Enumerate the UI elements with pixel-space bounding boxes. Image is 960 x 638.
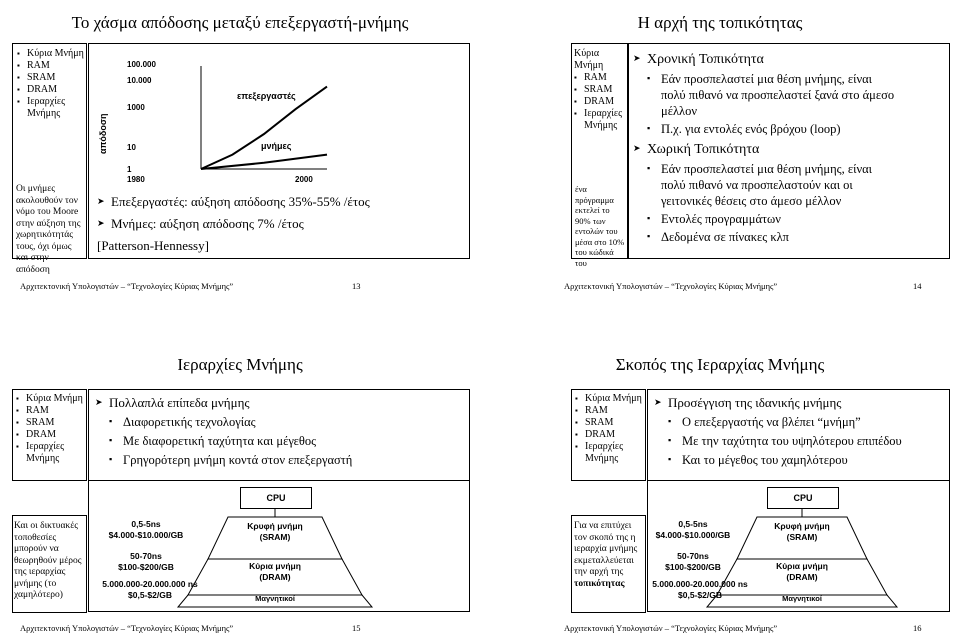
y-tick-label: 1000 (127, 103, 145, 112)
bullet-square-icon: ▪ (647, 73, 651, 83)
bullet-processors: ➤ Επεξεργαστές: αύξηση απόδοσης 35%-55% /έτος (97, 194, 370, 209)
sidebar-list (574, 48, 626, 132)
bullet-memory: ➤ Μνήμες: αύξηση απόδοσης 7% /έτος (97, 216, 304, 231)
sidebar-item: ▪ Κύρια Μνήμη (575, 393, 643, 405)
y-tick-label: 10.000 (127, 76, 152, 85)
sidebar-item: ▪ Ιεραρχίες Μνήμης (17, 96, 85, 120)
sidebar-note: ένα πρόγραμμα εκτελεί το 90% των εντολών του μέσα στο 10% του κώδικά του (575, 184, 625, 268)
page-number: 16 (913, 623, 922, 633)
sidebar-note: Οι μνήμες ακολουθούν τον νόμο του Moore στην αύξηση της χωρητικότητάς τους, όχι όμως και στην απόδοση (16, 184, 81, 275)
heading-levels: ➤ Πολλαπλά επίπεδα μνήμης (95, 395, 250, 410)
cache-label: Κρυφή μνήμη (SRAM) (774, 521, 830, 542)
y-tick-label: 100.000 (127, 60, 156, 69)
bullet-square-icon: ▪ (109, 454, 113, 464)
sidebar-item: Κύρια Μνήμη (574, 48, 604, 71)
spatial-example-2: ▪ Δεδομένα σε πίνακες κλπ (647, 230, 789, 244)
sidebar-note: Και οι δικτυακές τοποθεσίες μπορούν να θεωρηθούν μέρος της ιεραρχίας μνήμης (το χαμηλότερο) (14, 521, 82, 600)
spatial-text-line3: γειτονικές θέσεις στο άμεσο μέλλον (661, 194, 842, 208)
performance-gap-chart (89, 44, 389, 184)
content-panel (88, 389, 470, 481)
disks-label: Μαγνητικοί (255, 594, 295, 603)
bullet-speed: ▪ Με την ταχύτητα του υψηλότερου επιπέδου (668, 434, 902, 448)
level3-stats: 5.000.000-20.000.000 ns $0,5-$2/GB (652, 579, 748, 600)
main-memory-label: Κύρια μνήμη (DRAM) (249, 561, 301, 582)
sidebar-item: ▪ RAM (16, 405, 84, 417)
temporal-text: ▪ Εάν προσπελαστεί μια θέση μνήμης, είναι (647, 72, 873, 86)
sidebar-list (17, 48, 85, 120)
bullet-square-icon: ▪ (668, 435, 672, 445)
sidebar (571, 43, 628, 268)
bullet-square-icon: ▪ (647, 123, 651, 133)
bullet-arrow-icon: ➤ (97, 196, 105, 206)
heading-ideal-memory: ➤ Προσέγγιση της ιδανικής μνήμης (654, 395, 842, 410)
sidebar-item: ▪ RAM (575, 405, 643, 417)
sidebar-list (575, 393, 643, 465)
footer-text: Αρχιτεκτονική Υπολογιστών – “Τεχνολογίες Κύριας Μνήμης” (564, 281, 778, 291)
memory-pyramid (647, 479, 948, 611)
bullet-size: ▪ Και το μέγεθος του χαμηλότερου (668, 453, 848, 467)
content-panel (647, 389, 950, 481)
bullet-arrow-icon: ➤ (633, 53, 641, 63)
y-tick-label: 10 (127, 143, 136, 152)
sidebar-item: ▪ SRAM (575, 417, 643, 429)
footer-text: Αρχιτεκτονική Υπολογιστών – “Τεχνολογίες Κύριας Μνήμης” (564, 623, 778, 633)
bullet-speed-size: ▪ Με διαφορετική ταχύτητα και μέγεθος (109, 434, 317, 448)
x-tick-label: 2000 (295, 175, 313, 184)
sidebar-item: ▪ Κύρια Μνήμη (16, 393, 84, 405)
sidebar-item: ▪ DRAM (16, 429, 84, 441)
sidebar-item: ▪ DRAM (575, 429, 643, 441)
footer-text: Αρχιτεκτονική Υπολογιστών – “Τεχνολογίες Κύριας Μνήμης” (20, 623, 234, 633)
cpu-box: CPU (767, 487, 839, 509)
bullet-square-icon: ▪ (647, 231, 651, 241)
level2-stats: 50-70ns $100-$200/GB (118, 551, 174, 572)
content-panel (88, 43, 470, 259)
bullet-square-icon: ▪ (668, 454, 672, 464)
sidebar-item: ▪ Ιεραρχίες Μνήμης (575, 441, 643, 465)
slide-title: Ιεραρχίες Μνήμης (177, 355, 303, 374)
slide-title: Η αρχή της τοπικότητας (637, 13, 803, 32)
bullet-square-icon: ▪ (668, 416, 672, 426)
y-tick-label: 1 (127, 165, 132, 174)
bullet-arrow-icon: ➤ (633, 143, 641, 153)
page-number: 15 (352, 623, 361, 633)
cpu-box: CPU (240, 487, 312, 509)
spatial-text-line2: πολύ πιθανό να προσπελαστούν και οι (661, 178, 853, 192)
level1-stats: 0,5-5ns $4.000-$10.000/GB (655, 519, 731, 540)
bullet-processor-sees: ▪ Ο επεξεργαστής να βλέπει “μνήμη” (668, 415, 861, 429)
slide-16 (480, 319, 960, 638)
bullet-faster-near: ▪ Γρηγορότερη μνήμη κοντά στον επεξεργαστή (109, 453, 353, 467)
bullet-arrow-icon: ➤ (97, 218, 105, 228)
level2-stats: 50-70ns $100-$200/GB (665, 551, 721, 572)
reference: [Patterson-Hennessy] (97, 238, 209, 253)
memory-pyramid (88, 479, 468, 611)
temporal-text-line2: πολύ πιθανό να προσπελαστεί ξανά στο άμεσο (661, 88, 895, 102)
spatial-text: ▪ Εάν προσπελαστεί μια θέση μνήμης, είναι (647, 162, 873, 176)
x-tick-label: 1980 (127, 175, 145, 184)
content-panel (628, 43, 950, 259)
sidebar-item: ▪ DRAM (574, 96, 626, 108)
footer-text: Αρχιτεκτονική Υπολογιστών – “Τεχνολογίες Κύριας Μνήμης” (20, 281, 234, 291)
sidebar-note: Για να επιτύχει τον σκοπό της η ιεραρχία μνήμης εκμεταλλεύεται την αρχή της τοπικότητας (574, 521, 638, 589)
bullet-square-icon: ▪ (647, 163, 651, 173)
bullet-square-icon: ▪ (647, 213, 651, 223)
sidebar-item: ▪ Ιεραρχίες Μνήμης (574, 108, 626, 132)
disks-label: Μαγνητικοί (782, 594, 822, 603)
sidebar-item: ▪ Κύρια Μνήμη (17, 48, 85, 60)
slide-title: Το χάσμα απόδοσης μεταξύ επεξεργαστή-μνήμης (71, 13, 409, 32)
sidebar-item: ▪ SRAM (574, 84, 626, 96)
cache-label: Κρυφή μνήμη (SRAM) (247, 521, 303, 542)
sidebar-frame (12, 389, 87, 481)
main-memory-label: Κύρια μνήμη (DRAM) (776, 561, 828, 582)
page-number: 13 (352, 281, 361, 291)
y-axis-label: απόδοση (98, 113, 108, 154)
slide-13 (0, 0, 480, 319)
bullet-square-icon: ▪ (109, 435, 113, 445)
level1-stats: 0,5-5ns $4.000-$10.000/GB (108, 519, 184, 540)
temporal-example: ▪ Π.χ. για εντολές ενός βρόχου (loop) (647, 122, 841, 136)
slide-title: Σκοπός της Ιεραρχίας Μνήμης (615, 355, 825, 374)
slide-15 (0, 319, 480, 638)
sidebar-item: ▪ RAM (574, 72, 626, 84)
memory-line (201, 155, 327, 169)
level3-stats: 5.000.000-20.000.000 ns $0,5-$2/GB (102, 579, 198, 600)
heading-spatial: ➤ Χωρική Τοπικότητα (633, 142, 760, 157)
bullet-square-icon: ▪ (109, 416, 113, 426)
spatial-example-1: ▪ Εντολές προγραμμάτων (647, 212, 781, 226)
page-number: 14 (913, 281, 922, 291)
slide-14 (480, 0, 960, 319)
sidebar-item: ▪ SRAM (17, 72, 85, 84)
bullet-technology: ▪ Διαφορετικής τεχνολογίας (109, 415, 256, 429)
series-annotation: μνήμες (261, 141, 292, 151)
sidebar (12, 43, 87, 275)
sidebar-item: ▪ DRAM (17, 84, 85, 96)
series-annotation: επεξεργαστές (237, 91, 296, 101)
temporal-text-line3: μέλλον (661, 104, 697, 118)
bullet-arrow-icon: ➤ (95, 397, 103, 407)
bullet-arrow-icon: ➤ (654, 397, 662, 407)
sidebar-item: ▪ Ιεραρχίες Μνήμης (16, 441, 84, 465)
heading-temporal: ➤ Χρονική Τοπικότητα (633, 52, 764, 67)
sidebar-item: ▪ RAM (17, 60, 85, 72)
sidebar-item: ▪ SRAM (16, 417, 84, 429)
